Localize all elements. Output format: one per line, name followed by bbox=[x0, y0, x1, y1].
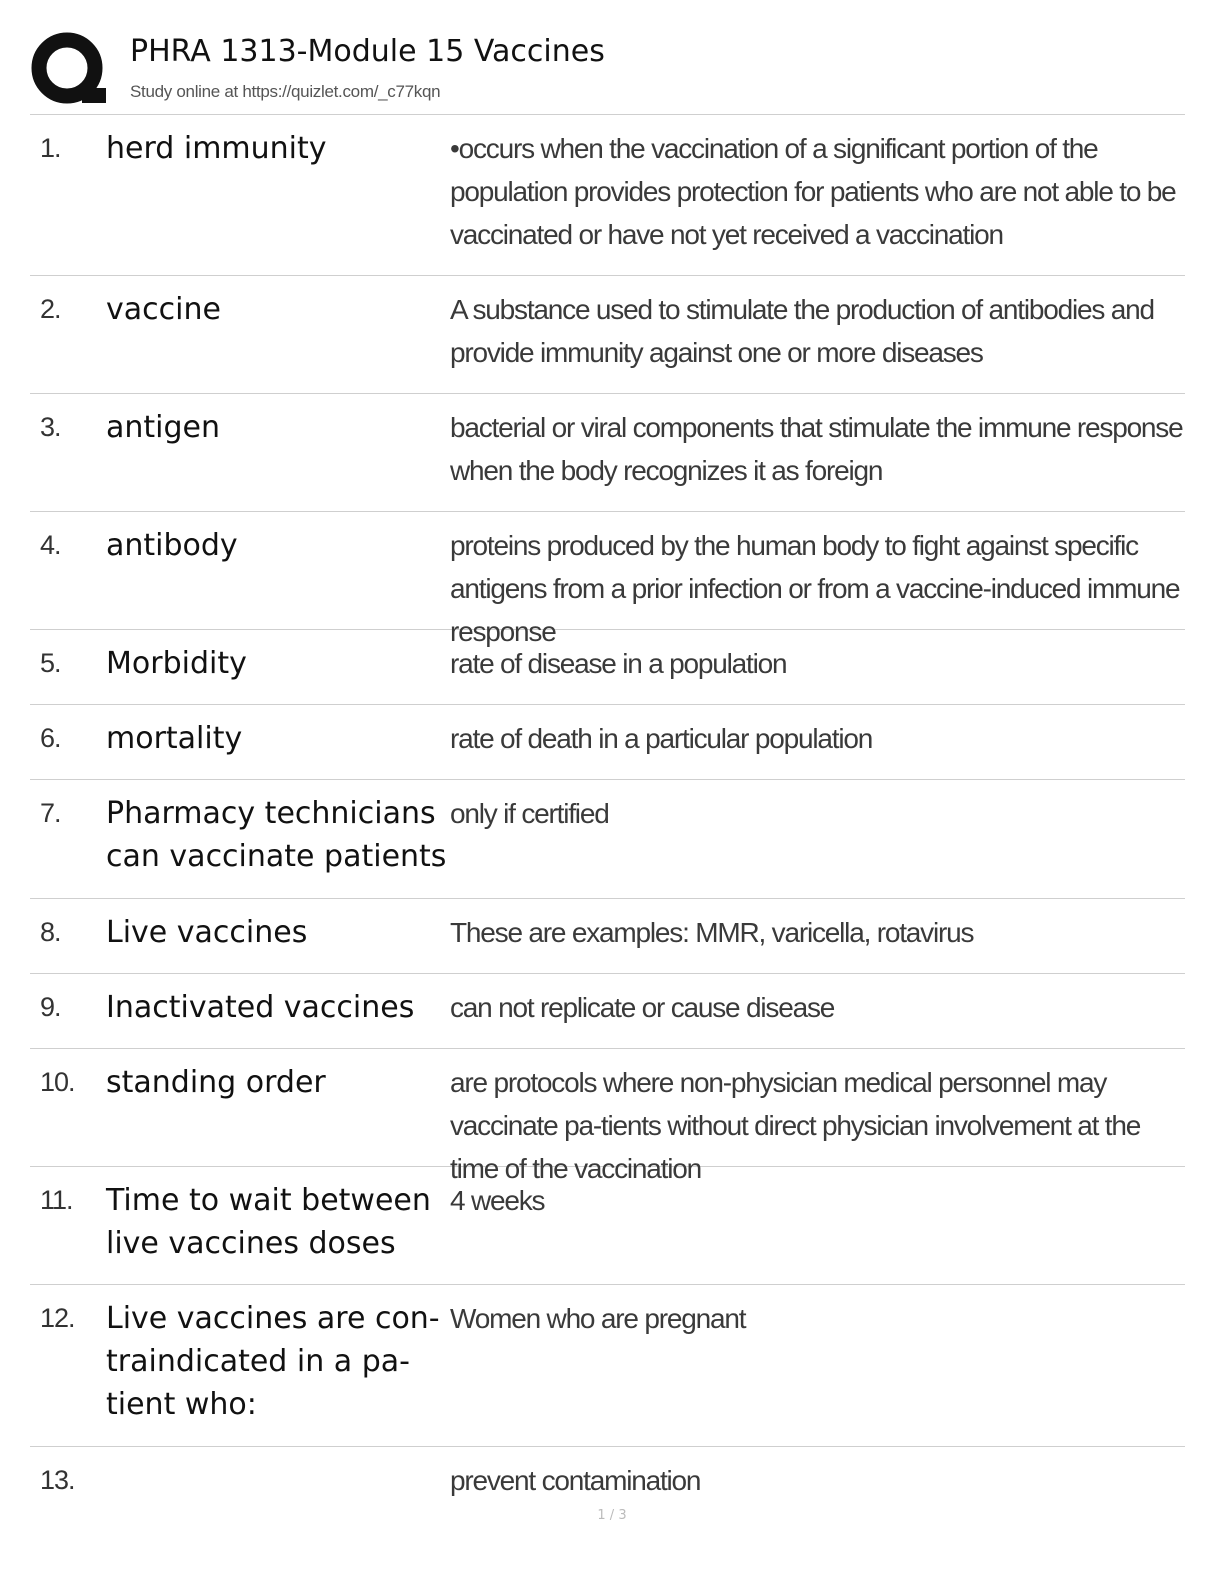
card-number: 6. bbox=[40, 723, 61, 753]
flashcard-row bbox=[30, 1167, 1185, 1285]
card-definition: only if certified bbox=[450, 798, 609, 829]
card-term: antibody bbox=[106, 528, 238, 563]
card-definition: can not replicate or cause disease bbox=[450, 992, 835, 1023]
card-term: mortality bbox=[106, 721, 243, 756]
card-number: 5. bbox=[40, 648, 61, 678]
card-definition: proteins produced by the human body to fight against specific antigens from a prior infection or from a vaccine-induced immune response bbox=[450, 530, 1180, 647]
flashcard-row bbox=[30, 115, 1185, 276]
flashcard-row bbox=[30, 974, 1185, 1049]
card-definition: Women who are pregnant bbox=[450, 1303, 746, 1334]
flashcard-row bbox=[30, 630, 1185, 705]
card-term: Live vaccines are con-traindicated in a pa-tient who: bbox=[106, 1301, 440, 1422]
flashcard-row bbox=[30, 899, 1185, 974]
card-number: 3. bbox=[40, 412, 61, 442]
card-term: Morbidity bbox=[106, 646, 247, 681]
card-number: 7. bbox=[40, 798, 61, 828]
card-number: 13. bbox=[40, 1465, 75, 1495]
card-term: antigen bbox=[106, 410, 221, 445]
page-number: 1 / 3 bbox=[597, 1508, 627, 1523]
card-number: 4. bbox=[40, 530, 61, 560]
card-number: 8. bbox=[40, 917, 61, 947]
flashcard-row bbox=[30, 276, 1185, 394]
card-number: 11. bbox=[40, 1185, 73, 1215]
card-term: herd immunity bbox=[106, 131, 327, 166]
study-link[interactable]: Study online at https://quizlet.com/_c77kqn bbox=[130, 82, 441, 101]
card-term: vaccine bbox=[106, 292, 221, 327]
card-definition: bacterial or viral components that stimulate the immune response when the body recognizes it as foreign bbox=[450, 412, 1183, 486]
flashcard-row bbox=[30, 705, 1185, 780]
card-term: standing order bbox=[106, 1065, 326, 1100]
card-definition: are protocols where non-physician medical personnel may vaccinate pa-tients without direct physician involvement at the time of the vaccination bbox=[450, 1067, 1141, 1184]
flashcard-row bbox=[30, 394, 1185, 512]
card-term: Pharmacy technicians can vaccinate patients bbox=[106, 796, 447, 874]
card-definition: A substance used to stimulate the production of antibodies and provide immunity against one or more diseases bbox=[450, 294, 1154, 368]
flashcard-row bbox=[30, 1049, 1185, 1184]
card-definition: •occurs when the vaccination of a significant portion of the population provides protection for patients who are not able to be vaccinated or have not yet received a vaccination bbox=[450, 133, 1176, 250]
card-definition: These are examples: MMR, varicella, rotavirus bbox=[450, 917, 974, 948]
card-number: 10. bbox=[40, 1067, 75, 1097]
card-number: 12. bbox=[40, 1303, 75, 1333]
card-term: Inactivated vaccines bbox=[106, 990, 415, 1025]
flashcard-row bbox=[30, 780, 1185, 899]
quizlet-logo-icon bbox=[30, 30, 108, 108]
card-definition: rate of death in a particular population bbox=[450, 723, 873, 754]
flashcard-row bbox=[30, 1285, 1185, 1447]
card-definition: 4 weeks bbox=[450, 1185, 545, 1216]
page-title: PHRA 1313-Module 15 Vaccines bbox=[130, 34, 605, 69]
flashcard-list bbox=[30, 115, 1185, 1517]
card-definition: rate of disease in a population bbox=[450, 648, 787, 679]
card-number: 1. bbox=[40, 133, 61, 163]
card-number: 9. bbox=[40, 992, 61, 1022]
card-number: 2. bbox=[40, 294, 61, 324]
flashcard-row bbox=[30, 512, 1185, 647]
card-term: Time to wait between live vaccines doses bbox=[106, 1183, 431, 1261]
card-term: Live vaccines bbox=[106, 915, 308, 950]
card-definition: prevent contamination bbox=[450, 1465, 701, 1496]
flashcard-row bbox=[30, 1447, 1185, 1517]
page-header bbox=[30, 30, 1185, 115]
card-term bbox=[106, 1447, 450, 1517]
